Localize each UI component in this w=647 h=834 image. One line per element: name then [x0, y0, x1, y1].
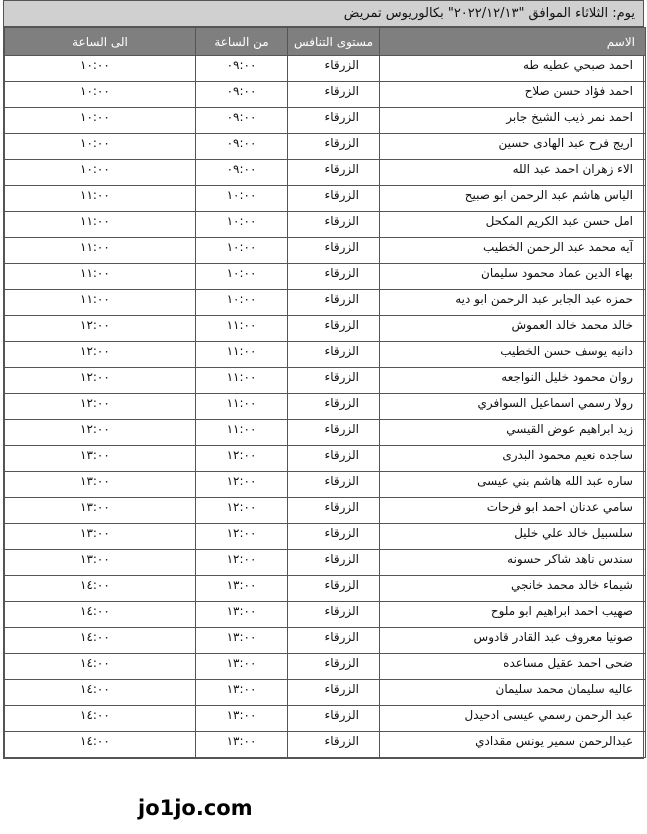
cell-to: ١٢:٠٠ — [5, 316, 196, 342]
cell-name: سندس ناهد شاكر حسونه — [380, 550, 646, 576]
cell-level: الزرقاء — [288, 134, 380, 160]
cell-to: ١٤:٠٠ — [5, 654, 196, 680]
site-watermark: jo1jo.com — [138, 796, 253, 820]
table-header-row — [5, 28, 646, 56]
table-row — [5, 316, 646, 342]
table-row — [5, 186, 646, 212]
cell-level: الزرقاء — [288, 576, 380, 602]
table-row — [5, 654, 646, 680]
cell-from: ٠٩:٠٠ — [196, 160, 288, 186]
cell-name: احمد صبحي عطيه طه — [380, 56, 646, 82]
cell-name: رولا رسمي اسماعيل السوافري — [380, 394, 646, 420]
cell-to: ١٣:٠٠ — [5, 446, 196, 472]
cell-to: ١٤:٠٠ — [5, 602, 196, 628]
cell-from: ١٢:٠٠ — [196, 524, 288, 550]
cell-to: ١٣:٠٠ — [5, 550, 196, 576]
cell-name: ضحى احمد عقيل مساعده — [380, 654, 646, 680]
cell-level: الزرقاء — [288, 680, 380, 706]
cell-from: ١٣:٠٠ — [196, 706, 288, 732]
cell-from: ١٠:٠٠ — [196, 290, 288, 316]
cell-from: ٠٩:٠٠ — [196, 82, 288, 108]
table-row — [5, 420, 646, 446]
table-row — [5, 290, 646, 316]
column-header-name: الاسم — [380, 28, 646, 56]
cell-name: سامي عدنان احمد ابو فرحات — [380, 498, 646, 524]
cell-name: بهاء الدين عماد محمود سليمان — [380, 264, 646, 290]
cell-to: ١٤:٠٠ — [5, 732, 196, 758]
column-header-from: من الساعة — [196, 28, 288, 56]
table-row — [5, 628, 646, 654]
table-row — [5, 680, 646, 706]
cell-level: الزرقاء — [288, 186, 380, 212]
cell-to: ١٣:٠٠ — [5, 498, 196, 524]
cell-from: ١٠:٠٠ — [196, 264, 288, 290]
cell-to: ١٤:٠٠ — [5, 680, 196, 706]
cell-from: ١٢:٠٠ — [196, 550, 288, 576]
cell-name: آيه محمد عبد الرحمن الخطيب — [380, 238, 646, 264]
table-row — [5, 524, 646, 550]
cell-from: ١٣:٠٠ — [196, 654, 288, 680]
cell-from: ١٣:٠٠ — [196, 602, 288, 628]
cell-level: الزرقاء — [288, 316, 380, 342]
cell-to: ١٠:٠٠ — [5, 108, 196, 134]
cell-to: ١١:٠٠ — [5, 186, 196, 212]
cell-from: ١٢:٠٠ — [196, 472, 288, 498]
schedule-title: يوم: الثلاثاء الموافق "٢٠٢٢/١٢/١٣" بكالوريوس تمريض — [4, 1, 643, 27]
cell-to: ١٣:٠٠ — [5, 472, 196, 498]
cell-level: الزرقاء — [288, 602, 380, 628]
table-row — [5, 498, 646, 524]
cell-to: ١٢:٠٠ — [5, 368, 196, 394]
cell-name: حمزه عبد الجابر عبد الرحمن ابو ديه — [380, 290, 646, 316]
table-row — [5, 238, 646, 264]
schedule-sheet — [3, 0, 644, 759]
schedule-table — [4, 27, 646, 758]
cell-to: ١٠:٠٠ — [5, 134, 196, 160]
cell-from: ١١:٠٠ — [196, 368, 288, 394]
table-row — [5, 56, 646, 82]
cell-name: خالد محمد خالد العموش — [380, 316, 646, 342]
cell-level: الزرقاء — [288, 160, 380, 186]
cell-name: اريج فرح عبد الهادى حسين — [380, 134, 646, 160]
cell-level: الزرقاء — [288, 264, 380, 290]
cell-to: ١٠:٠٠ — [5, 160, 196, 186]
cell-to: ١٠:٠٠ — [5, 56, 196, 82]
cell-level: الزرقاء — [288, 706, 380, 732]
table-row — [5, 550, 646, 576]
cell-name: امل حسن عبد الكريم المكحل — [380, 212, 646, 238]
cell-name: صهيب احمد ابراهيم ابو ملوح — [380, 602, 646, 628]
cell-from: ١٠:٠٠ — [196, 238, 288, 264]
cell-level: الزرقاء — [288, 654, 380, 680]
table-row — [5, 134, 646, 160]
cell-name: ساره عبد الله هاشم بني عيسى — [380, 472, 646, 498]
cell-level: الزرقاء — [288, 394, 380, 420]
cell-to: ١٢:٠٠ — [5, 420, 196, 446]
cell-to: ١١:٠٠ — [5, 238, 196, 264]
cell-from: ١٠:٠٠ — [196, 186, 288, 212]
cell-name: عبدالرحمن سمير يونس مقدادي — [380, 732, 646, 758]
cell-level: الزرقاء — [288, 732, 380, 758]
table-row — [5, 368, 646, 394]
cell-level: الزرقاء — [288, 628, 380, 654]
cell-to: ١٣:٠٠ — [5, 524, 196, 550]
table-row — [5, 82, 646, 108]
cell-level: الزرقاء — [288, 82, 380, 108]
cell-level: الزرقاء — [288, 108, 380, 134]
cell-from: ٠٩:٠٠ — [196, 108, 288, 134]
cell-level: الزرقاء — [288, 420, 380, 446]
cell-from: ١٣:٠٠ — [196, 576, 288, 602]
cell-name: شيماء خالد محمد خانجي — [380, 576, 646, 602]
cell-to: ١٢:٠٠ — [5, 394, 196, 420]
table-row — [5, 212, 646, 238]
table-row — [5, 342, 646, 368]
cell-name: عبد الرحمن رسمي عيسى ادحيدل — [380, 706, 646, 732]
cell-from: ١١:٠٠ — [196, 394, 288, 420]
cell-from: ١١:٠٠ — [196, 342, 288, 368]
cell-from: ١٢:٠٠ — [196, 498, 288, 524]
table-row — [5, 732, 646, 758]
cell-name: الاء زهران احمد عبد الله — [380, 160, 646, 186]
cell-to: ١٤:٠٠ — [5, 706, 196, 732]
table-row — [5, 706, 646, 732]
cell-name: روان محمود خليل النواجعه — [380, 368, 646, 394]
table-row — [5, 394, 646, 420]
cell-name: دانيه يوسف حسن الخطيب — [380, 342, 646, 368]
table-row — [5, 602, 646, 628]
cell-level: الزرقاء — [288, 342, 380, 368]
cell-from: ١١:٠٠ — [196, 316, 288, 342]
cell-to: ١١:٠٠ — [5, 264, 196, 290]
cell-from: ٠٩:٠٠ — [196, 134, 288, 160]
cell-from: ١١:٠٠ — [196, 420, 288, 446]
cell-level: الزرقاء — [288, 290, 380, 316]
cell-to: ١٢:٠٠ — [5, 342, 196, 368]
cell-to: ١٤:٠٠ — [5, 628, 196, 654]
cell-name: الياس هاشم عبد الرحمن ابو صبيح — [380, 186, 646, 212]
cell-from: ٠٩:٠٠ — [196, 56, 288, 82]
cell-level: الزرقاء — [288, 238, 380, 264]
cell-name: سلسبيل خالد علي خليل — [380, 524, 646, 550]
cell-name: احمد نمر ذيب الشيخ جابر — [380, 108, 646, 134]
cell-from: ١٣:٠٠ — [196, 628, 288, 654]
cell-level: الزرقاء — [288, 524, 380, 550]
cell-level: الزرقاء — [288, 368, 380, 394]
cell-name: احمد فؤاد حسن صلاح — [380, 82, 646, 108]
cell-to: ١٤:٠٠ — [5, 576, 196, 602]
table-row — [5, 160, 646, 186]
cell-level: الزرقاء — [288, 472, 380, 498]
cell-to: ١٠:٠٠ — [5, 82, 196, 108]
cell-level: الزرقاء — [288, 498, 380, 524]
cell-to: ١١:٠٠ — [5, 212, 196, 238]
cell-level: الزرقاء — [288, 56, 380, 82]
cell-name: زيد ابراهيم عوض القيسي — [380, 420, 646, 446]
table-row — [5, 472, 646, 498]
cell-level: الزرقاء — [288, 446, 380, 472]
cell-to: ١١:٠٠ — [5, 290, 196, 316]
table-row — [5, 108, 646, 134]
cell-from: ١٢:٠٠ — [196, 446, 288, 472]
table-row — [5, 576, 646, 602]
table-row — [5, 446, 646, 472]
cell-level: الزرقاء — [288, 550, 380, 576]
cell-level: الزرقاء — [288, 212, 380, 238]
table-row — [5, 264, 646, 290]
cell-name: ساجده نعيم محمود البدرى — [380, 446, 646, 472]
column-header-to: الى الساعة — [5, 28, 196, 56]
column-header-level: مستوى التنافس — [288, 28, 380, 56]
cell-from: ١٠:٠٠ — [196, 212, 288, 238]
cell-from: ١٣:٠٠ — [196, 732, 288, 758]
cell-name: عاليه سليمان محمد سليمان — [380, 680, 646, 706]
cell-name: صونيا معروف عبد القادر قادوس — [380, 628, 646, 654]
cell-from: ١٣:٠٠ — [196, 680, 288, 706]
table-body — [5, 56, 646, 758]
